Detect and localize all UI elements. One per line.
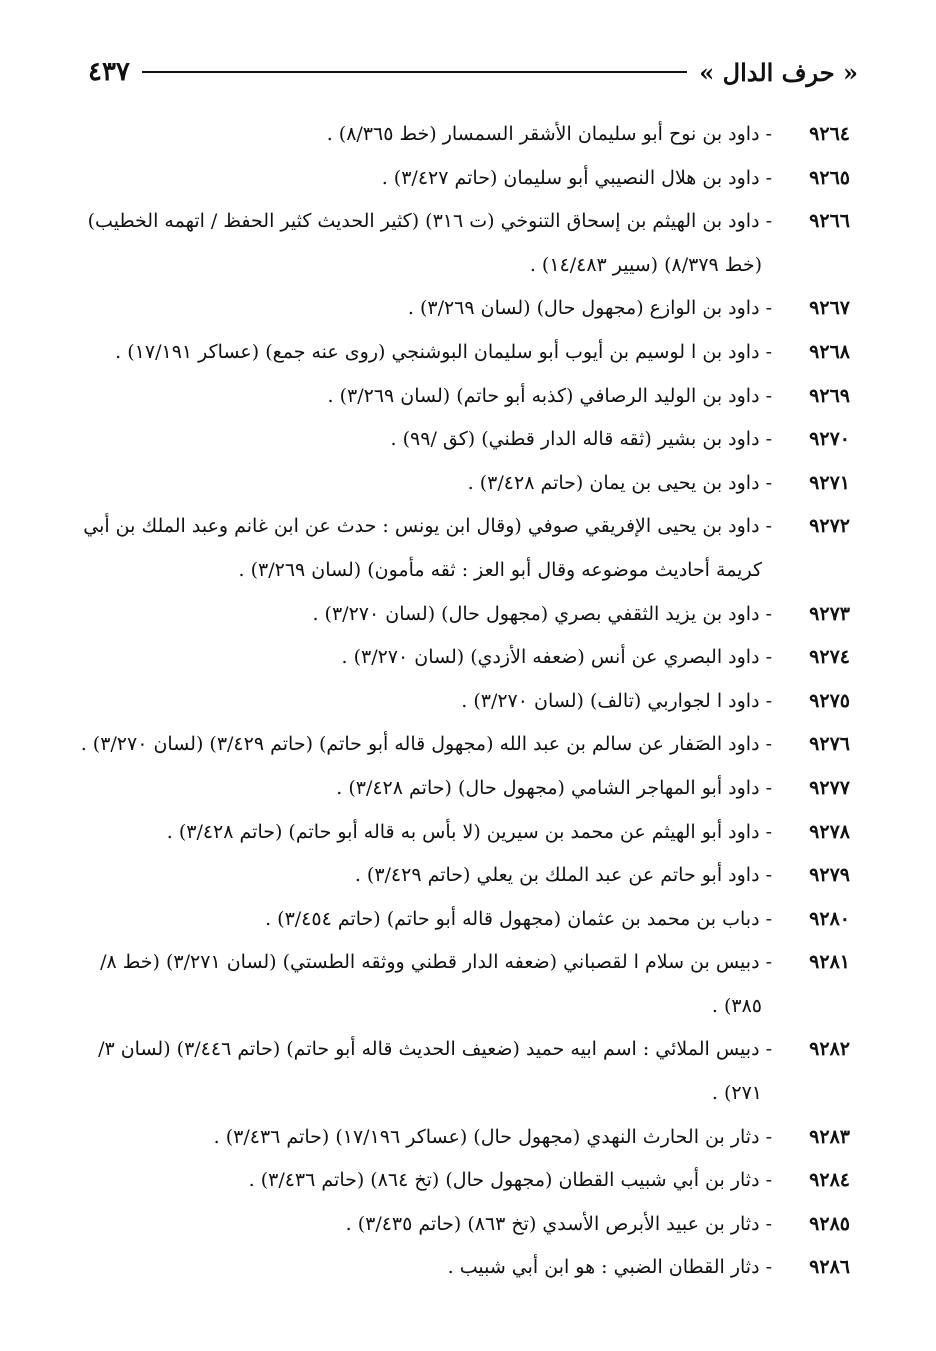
entry-text: - داود الصَفار عن سالم بن عبد الله (مجهول قاله أبو حاتم) (حاتم ٣/٤٢٩) (لسان ٣/٢٧٠) .	[80, 733, 772, 756]
entry-text: - داود أبو الهيثم عن محمد بن سيرين (لا بأس به قاله أبو حاتم) (حاتم ٣/٤٢٨) .	[166, 820, 772, 843]
entry-continuation: (خط ٨/٣٧٩) (سيير ١٤/٤٨٣) .	[529, 253, 762, 276]
entry-number: ٩٢٨٠	[809, 907, 850, 930]
entry-number: ٩٢٧١	[809, 471, 850, 494]
entry-number: ٩٢٨٢	[809, 1038, 850, 1061]
entry-text: - داود بن يحيى الإفريقي صوفي (وقال ابن يونس : حدث عن ابن غانم وعبد الملك بن أبي	[83, 515, 772, 538]
entry-number: ٩٢٦٨	[809, 340, 850, 363]
entry-text: - دثار بن الحارث النهدي (مجهول حال) (عساكر ١٧/١٩٦) (حاتم ٣/٤٣٦) .	[213, 1125, 772, 1148]
entry-number: ٩٢٦٤	[809, 123, 850, 145]
entry-number: ٩٢٦٥	[809, 166, 850, 189]
entry-continuation: كريمة أحاديث موضوعه وقال أبو العز : ثقه مأمون) (لسان ٣/٢٦٩) .	[238, 558, 762, 581]
entry-number: ٩٢٧٥	[809, 689, 850, 712]
entry-number: ٩٢٨٤	[809, 1169, 850, 1192]
entry-text: - داود بن ا لوسيم بن أيوب أبو سليمان البوشنجي (روى عنه جمع) (عساكر ١٧/١٩١) .	[115, 340, 772, 363]
entry-text: - دثار بن أبي شبيب القطان (مجهول حال) (تخ ٨٦٤) (حاتم ٣/٤٣٦) .	[248, 1169, 772, 1192]
entry-text: - دبيس الملائي : اسم ابيه حميد (ضعيف الحديث قاله أبو حاتم) (حاتم ٣/٤٤٦) (لسان ٣/	[98, 1038, 772, 1061]
list-item	[80, 1203, 850, 1247]
page-header	[88, 52, 858, 92]
list-item	[80, 723, 850, 767]
list-item	[80, 505, 850, 592]
entry-number: ٩٢٧٢	[809, 515, 850, 538]
list-item	[80, 680, 850, 724]
entry-text: - داود بن الهيثم بن إسحاق التنوخي (ت ٣١٦) (كثير الحديث كثير الحفظ / اتهمه الخطيب)	[87, 210, 772, 233]
list-item	[80, 375, 850, 419]
list-item	[80, 287, 850, 331]
chapter-title: « حرف الدال »	[699, 57, 858, 87]
list-item	[80, 462, 850, 506]
list-item	[80, 331, 850, 375]
entry-continuation: ٣٨٥) .	[711, 994, 762, 1017]
entry-number: ٩٢٦٩	[809, 384, 850, 407]
entry-text: - داود بن هلال النصيبي أبو سليمان (حاتم ٣/٤٢٧) .	[381, 166, 772, 189]
entry-number: ٩٢٧٧	[809, 776, 850, 799]
list-item	[80, 636, 850, 680]
entry-text: - دثار بن عبيد الأبرص الأسدي (تخ ٨٦٣) (حاتم ٣/٤٣٥) .	[345, 1212, 772, 1235]
entry-text: - داود أبو المهاجر الشامي (مجهول حال) (حاتم ٣/٤٢٨) .	[336, 776, 772, 799]
entry-number: ٩٢٨٣	[809, 1125, 850, 1148]
entry-number: ٩٢٧٣	[809, 602, 850, 625]
entry-text: - داود ا لجواربي (تالف) (لسان ٣/٢٧٠) .	[461, 689, 772, 712]
entry-list	[80, 113, 850, 1290]
entry-number: ٩٢٨٦	[809, 1256, 850, 1279]
list-item	[80, 898, 850, 942]
list-item	[80, 941, 850, 1028]
list-item	[80, 418, 850, 462]
entry-number: ٩٢٧٦	[809, 733, 850, 756]
list-item	[80, 1116, 850, 1160]
entry-text: - داود بن يزيد الثقفي بصري (مجهول حال) (لسان ٣/٢٧٠) .	[312, 602, 772, 625]
entry-text: - داود بن الوازع (مجهول حال) (لسان ٣/٢٦٩) .	[407, 297, 772, 320]
entry-number: ٩٢٧٠	[809, 428, 850, 451]
entry-text: - داود البصري عن أنس (ضعفه الأزدي) (لسان ٣/٢٧٠) .	[341, 646, 772, 669]
entry-text: - دباب بن محمد بن عثمان (مجهول قاله أبو حاتم) (حاتم ٣/٤٥٤) .	[265, 907, 772, 930]
page-number: ٤٣٧	[88, 57, 130, 87]
entry-text: - داود بن نوح أبو سليمان الأشقر السمسار (خط ٨/٣٦٥) .	[326, 123, 772, 145]
list-item	[80, 767, 850, 811]
list-item	[80, 1246, 850, 1290]
entry-number: ٩٢٦٧	[809, 297, 850, 320]
entry-text: - داود بن يحيى بن يمان (حاتم ٣/٤٢٨) .	[467, 471, 772, 494]
list-item	[80, 593, 850, 637]
list-item	[80, 811, 850, 855]
list-item	[80, 200, 850, 287]
list-item	[80, 854, 850, 898]
entry-text: - داود بن بشير (ثقه قاله الدار قطني) (كق /٩٩) .	[390, 428, 772, 451]
list-item	[80, 157, 850, 201]
list-item	[80, 1159, 850, 1203]
entry-text: - داود أبو حاتم عن عبد الملك بن يعلي (حاتم ٣/٤٢٩) .	[354, 864, 772, 887]
entry-number: ٩٢٦٦	[809, 210, 850, 233]
header-rule	[142, 71, 687, 73]
entry-number: ٩٢٧٤	[809, 646, 850, 669]
entry-number: ٩٢٨٥	[809, 1212, 850, 1235]
list-item	[80, 1028, 850, 1115]
entry-continuation: ٢٧١) .	[711, 1082, 762, 1105]
entry-number: ٩٢٨١	[809, 951, 850, 974]
entry-text: - دثار القطان الضبي : هو ابن أبي شبيب .	[447, 1256, 772, 1279]
entry-text: - داود بن الوليد الرصافي (كذبه أبو حاتم) (لسان ٣/٢٦٩) .	[327, 384, 772, 407]
entry-text: - دبيس بن سلام ا لقصباني (ضعفه الدار قطني ووثقه الطستي) (لسان ٣/٢٧١) (خط ٨/	[100, 951, 772, 974]
list-item	[80, 113, 850, 157]
entry-number: ٩٢٧٨	[809, 820, 850, 843]
entry-number: ٩٢٧٩	[809, 864, 850, 887]
